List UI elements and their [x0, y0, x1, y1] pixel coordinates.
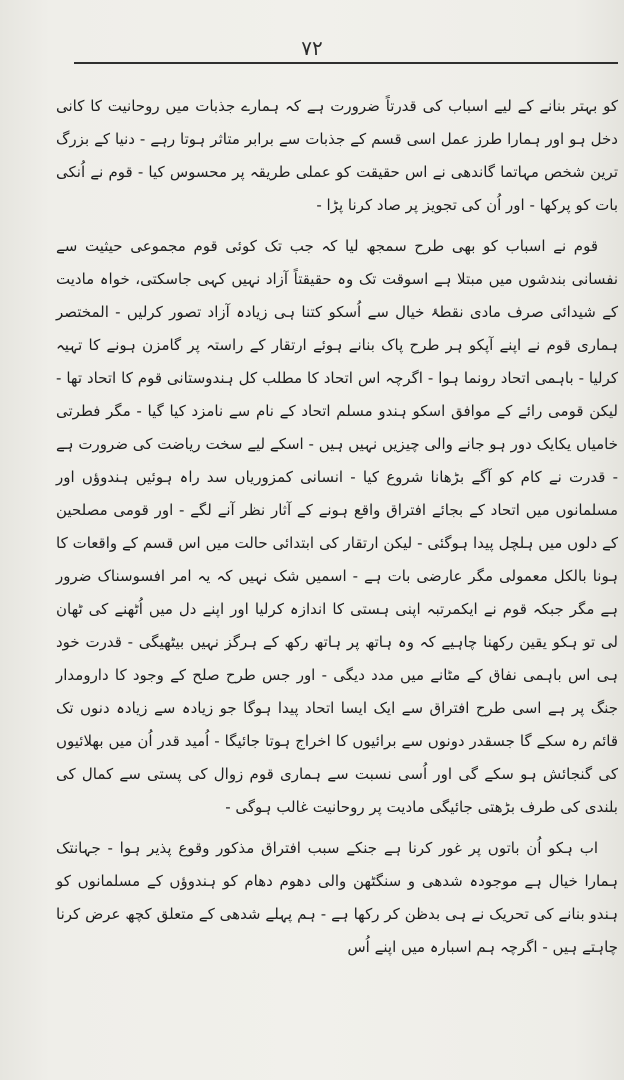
paragraph-2: قوم نے اسباب کو بھی طرح سمجھ لیا کہ جب تک کوئی قوم مجموعی حیثیت سے نفسانی بندشوں میں مبتلا ہے اسوقت تک وہ حقیقتاً آزاد نہیں کہی جاسکتی، خواہ مادیت کے شیدائی صرف مادی نقطۂ خیال سے اُسکو کتنا ہی زیادہ آزاد تصور کرلیں - المختصر ہماری قوم نے اپنے آپکو ہر طرح پاک بنانے ہوئے ارتقار کے راستہ پر گامزن ہونے کا تہیہ کرلیا - باہمی اتحاد رونما ہوا - اگرچہ اس اتحاد کا مطلب کل ہندوستانی قوم کا اتحاد تھا - لیکن قومی رائے کے موافق اسکو ہندو مسلم اتحاد کے نام سے نامزد کیا گیا - مگر فطرتی خامیاں یکایک دور ہو جانے والی چیزیں نہیں ہیں - اسکے لیے سخت ریاضت کی ضرورت ہے - قدرت نے کام کو آگے بڑھانا شروع کیا - انسانی کمزوریاں سد راہ ہوئیں ہندوؤں اور مسلمانوں میں اتحاد کے بجائے افتراق واقع ہونے کے آثار نظر آنے لگے - اور قومی مصلحین کے دلوں میں ہلچل پیدا ہوگئی - لیکن ارتقار کی ابتدائی حالت میں اس قسم کے واقعات کا ہونا بالکل معمولی مگر عارضی بات ہے - اسمیں شک نہیں کہ یہ امر افسوسناک ضرور ہے مگر جبکہ قوم نے ایکمرتبہ اپنی ہستی کا اندازہ کرلیا اور اپنے دل میں اُٹھنے کی ٹھان لی تو ہکو یقین رکھنا چاہیے کہ وہ ہاتھ پر ہاتھ رکھ کے ہرگز نہیں بیٹھیگی - قدرت خود ہی اس باہمی نفاق کے مٹانے میں مدد دیگی - اور جس طرح صلح کے وجود کا دارومدار جنگ پر ہے اسی طرح افتراق سے ایک ایسا اتحاد پیدا ہوگا جو زیادہ سے زیادہ دنوں تک قائم رہ سکے گا جسقدر دونوں سے برائیوں کا اخراج ہوتا جائیگا - اُمید قدر اُن میں بھلائیوں کی گنجائش ہو سکے گی اور اُسی نسبت سے ہماری قوم زوال کی پستی سے کمال کی بلندی کی طرف بڑھتی جائیگی مادیت پر روحانیت غالب ہوگی -: [56, 237, 618, 816]
paragraph-3: اب ہکو اُن باتوں پر غور کرنا ہے جنکے سبب افتراق مذکور وقوع پذیر ہوا - جہانتک ہمارا خیال ہے موجودہ شدھی و سنگٹھن والی دھوم دھام کو ہندوؤں کے مسلمانوں کو ہندو بنانے کی تحریک نے ہی بدظن کر رکھا ہے - ہم پہلے شدھی کے متعلق کچھ عرض کرنا چاہتے ہیں - اگرچہ ہم اسبارہ میں اپنے اُس: [56, 839, 618, 956]
header-divider: [74, 62, 618, 64]
page-number: ۷۲: [301, 36, 323, 60]
paragraph-1: کو بہتر بنانے کے لیے اسباب کی قدرتاً ضرورت ہے کہ ہمارے جذبات میں روحانیت کا کانی دخل ہو اور ہمارا طرز عمل اسی قسم کے جذبات سے برابر متاثر ہوتا رہے - دنیا کے بزرگ ترین شخص مہاتما گاندھی نے اس حقیقت کو عملی طریقہ پر محسوس کیا - قوم نے اُنکی بات کو پرکھا - اور اُن کی تجویز پر صاد کرنا پڑا -: [56, 97, 618, 214]
document-body: [56, 90, 618, 972]
